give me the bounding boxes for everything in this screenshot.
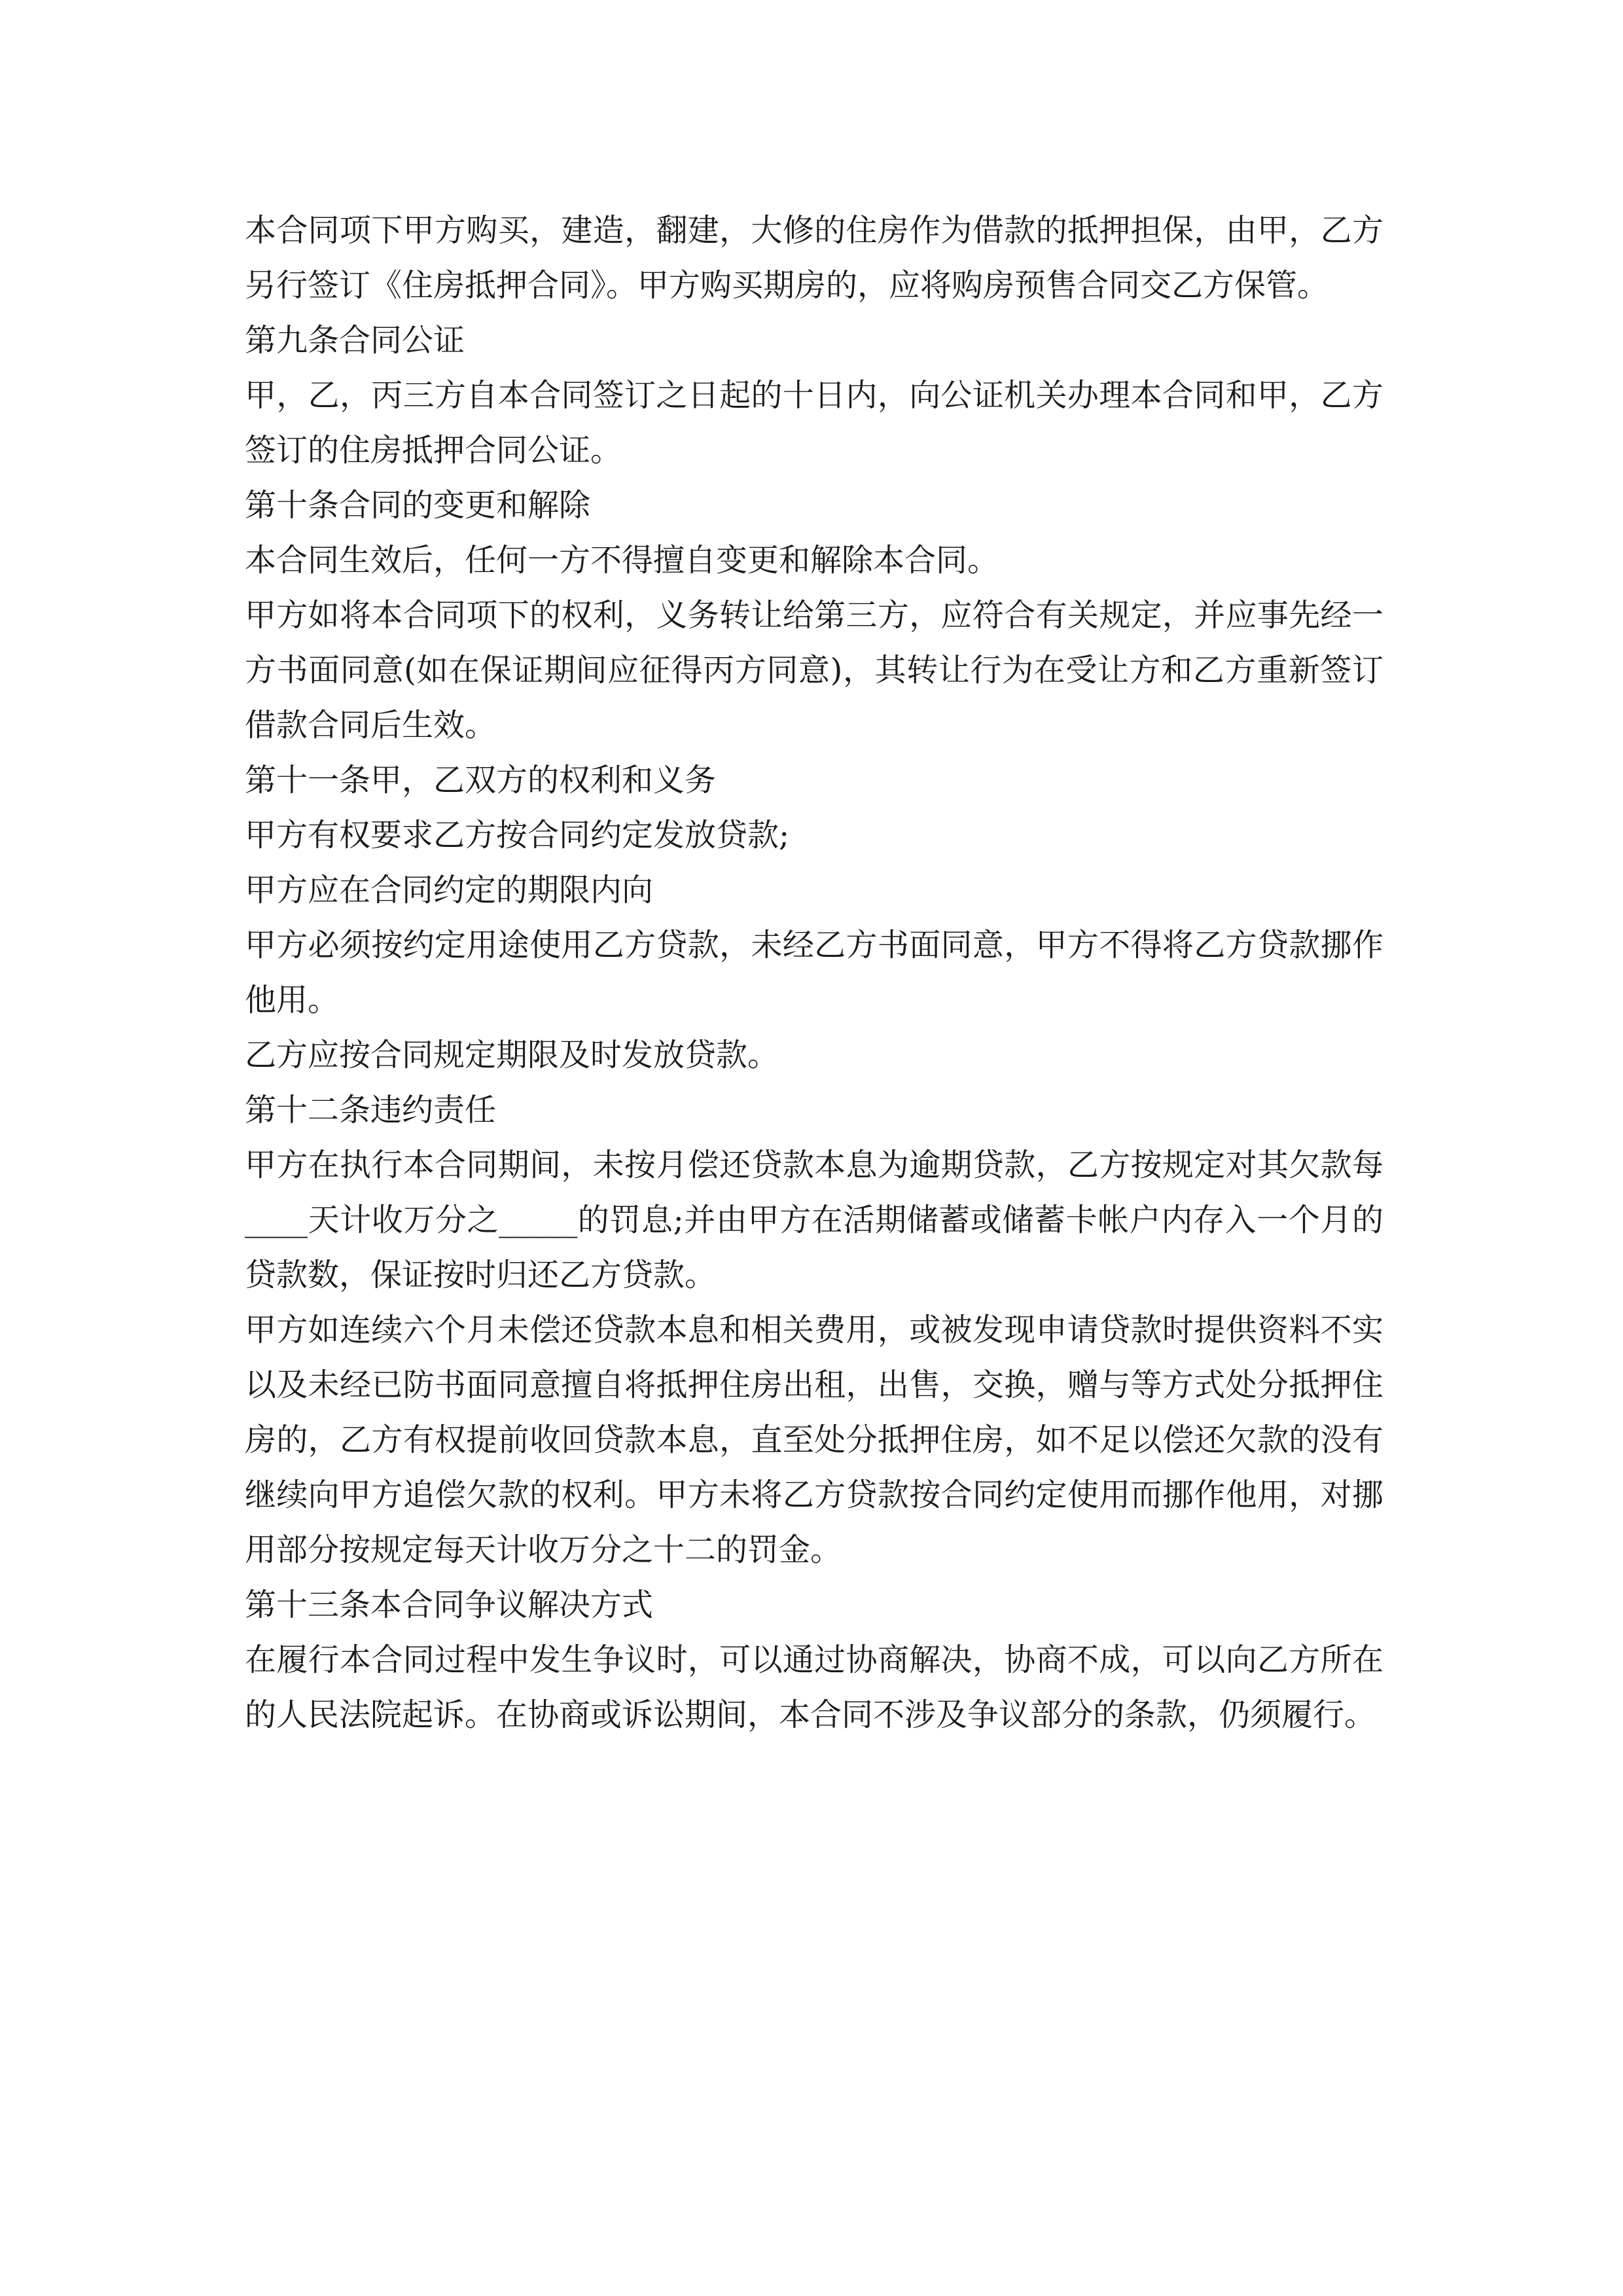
paragraph-right-to-loan: 甲方有权要求乙方按合同约定发放贷款; <box>245 817 790 853</box>
document-body <box>245 203 1383 1742</box>
paragraph-notarization: 甲，乙，丙三方自本合同签订之日起的十日内，向公证机关办理本合同和甲，乙方签订的住房抵押合同公证。 <box>245 377 1383 469</box>
paragraph-overdue-penalty: 甲方在执行本合同期间，未按月偿还贷款本息为逾期贷款，乙方按规定对其欠款每____天计收万分之_____的罚息;并由甲方在活期储蓄或储蓄卡帐户内存入一个月的贷款数，保证按时归还乙方贷款。 <box>245 1147 1383 1293</box>
paragraph-timely-disbursement: 乙方应按合同规定期限及时发放贷款。 <box>245 1037 779 1073</box>
heading-article-9: 第九条合同公证 <box>245 322 465 359</box>
paragraph-use-of-loan: 甲方必须按约定用途使用乙方贷款，未经乙方书面同意，甲方不得将乙方贷款挪作他用。 <box>245 927 1383 1018</box>
heading-article-12: 第十二条违约责任 <box>245 1092 497 1128</box>
paragraph-within-term: 甲方应在合同约定的期限内向 <box>245 872 654 908</box>
paragraph-transfer-rights: 甲方如将本合同项下的权利，义务转让给第三方，应符合有关规定，并应事先经一方书面同意(如在保证期间应征得丙方同意)，其转让行为在受让方和乙方重新签订借款合同后生效。 <box>245 597 1383 744</box>
heading-article-11: 第十一条甲，乙双方的权利和义务 <box>245 762 717 798</box>
paragraph-mortgage-security: 本合同项下甲方购买，建造，翻建，大修的住房作为借款的抵押担保，由甲，乙方另行签订《住房抵押合同》。甲方购买期房的，应将购房预售合同交乙方保管。 <box>245 212 1383 304</box>
paragraph-dispute-resolution: 在履行本合同过程中发生争议时，可以通过协商解决，协商不成，可以向乙方所在的人民法院起诉。在协商或诉讼期间，本合同不涉及争议部分的条款，仍须履行。 <box>245 1641 1383 1733</box>
heading-article-10: 第十条合同的变更和解除 <box>245 487 591 524</box>
paragraph-no-unilateral-change: 本合同生效后，任何一方不得擅自变更和解除本合同。 <box>245 542 999 579</box>
heading-article-13: 第十三条本合同争议解决方式 <box>245 1587 654 1623</box>
paragraph-early-recovery: 甲方如连续六个月未偿还贷款本息和相关费用，或被发现申请贷款时提供资料不实以及未经已防书面同意擅自将抵押住房出租，出售，交换，赠与等方式处分抵押住房的，乙方有权提前收回贷款本息，直至处分抵押住房，如不足以偿还欠款的没有继续向甲方追偿欠款的权利。甲方未将乙方贷款按合同约定使用而挪作他用，对挪用部分按规定每天计收万分之十二的罚金。 <box>245 1312 1383 1568</box>
